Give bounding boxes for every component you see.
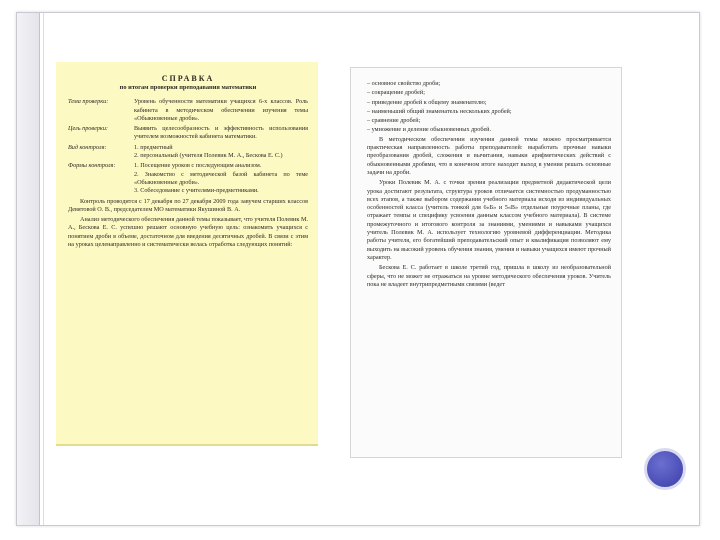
body-paragraph: Контроль проводится с 17 декабря по 27 декабря 2009 года завучем старших классов Девятовой О. В., председателем МО математики Якушиной В. А. (68, 197, 308, 213)
info-row (68, 144, 308, 161)
left-document-page (56, 62, 318, 446)
row-value: Выявить целесообразность и эффективность использования учителем возможностей кабинета математики. (134, 125, 308, 141)
body-paragraph: В методическом обеспечении изучения данной темы можно просматривается практическая направленность работы преподавателей: выработать прочные навыки преобразования дробей, сложения и вычитания, навыки арифметических действий с обыкновенными дробями, что в конечном итоге находит выход в умения решать основные задачи на дроби. (367, 135, 611, 176)
row-label: Вид контроля: (68, 143, 107, 151)
info-row (68, 162, 308, 195)
spine-divider (39, 13, 40, 525)
bullet-item: – умножение и деление обыкновенных дробей. (367, 126, 492, 134)
right-document-page (350, 67, 622, 458)
row-label: Цель проверки: (68, 125, 108, 133)
row-value: 1. предметный 2. персональный (учителя Полевик М. А., Бескова Е. С.) (134, 143, 283, 160)
bullet-item: – основное свойство дроби; (367, 80, 441, 87)
binder-spine (17, 13, 40, 525)
row-value: 1. Посещение уроков с последующим анализом. 2. Знакомство с методической базой кабинета по теме «Обыкновенные дроби». 3. Собеседование с учителями-предметниками. (134, 162, 308, 195)
document-subtitle: по итогам проверки преподавания математики (119, 84, 257, 91)
body-paragraph: Уроки Полевик М. А. с точки зрения реализации предметной дидактической цели урока достигают результата, структура уроков отличается системностью продуманностью всех этапов, а также выбором содержания учебного материала исходя из индивидуальных особенностей класса (учитель тонкой для 6«Б» и 5«В» отдельные поурочные планы, где отражает темпы и специфику усвоения данным классом учебного материала). В системе промежуточного и итогового контроля за знаниями, умениями и навыками учащихся учитель Полевик М. А. использует технологию уровневой дифференциации. Методика работы учителя, его богатейший преподавательский опыт и квалификация позволяют ему выходить на высокий уровень обучения знания, умения и навыки учащихся имеют прочный характер. (367, 179, 611, 261)
bullet-item: – наименьший общий знаменатель нескольких дробей; (367, 107, 512, 115)
info-row (68, 98, 308, 123)
body-paragraph: Анализ методического обеспечения данной темы показывает, что учителя Полевик М. А., Бескова Е. С. успешно решают основную учебную цель: ознакомить учащихся с понятием дроби в объеме, достаточном для введения десятичных дробей. В связи с этим на уроках целенаправленно и систематически велась отработка следующих понятий: (68, 216, 308, 249)
bullet-item: – приведение дробей к общему знаменателю; (367, 98, 487, 106)
body-paragraph: Бескова Е. С. работает в школе третий год, пришла в школу из необразовательной сферы, что не может не отражаться на уровне методического обеспечения уроков. Учитель пока не владеет внутрипредметными связями (ведет (367, 264, 611, 288)
spine-divider-secondary (43, 13, 44, 525)
decorative-circle-icon (644, 448, 686, 490)
bullet-item: – сокращение дробей; (367, 89, 425, 97)
bullet-item: – сравнение дробей; (367, 117, 421, 125)
row-label: Формы контроля: (68, 162, 116, 170)
row-value: Уровень обученности математики учащихся 6-х классов. Роль кабинета в методическом обеспечении изучения темы «Обыкновенные дроби». (134, 98, 308, 122)
info-row (68, 125, 308, 142)
document-title: СПРАВКА (161, 74, 215, 83)
row-label: Тема проверки: (68, 98, 109, 106)
